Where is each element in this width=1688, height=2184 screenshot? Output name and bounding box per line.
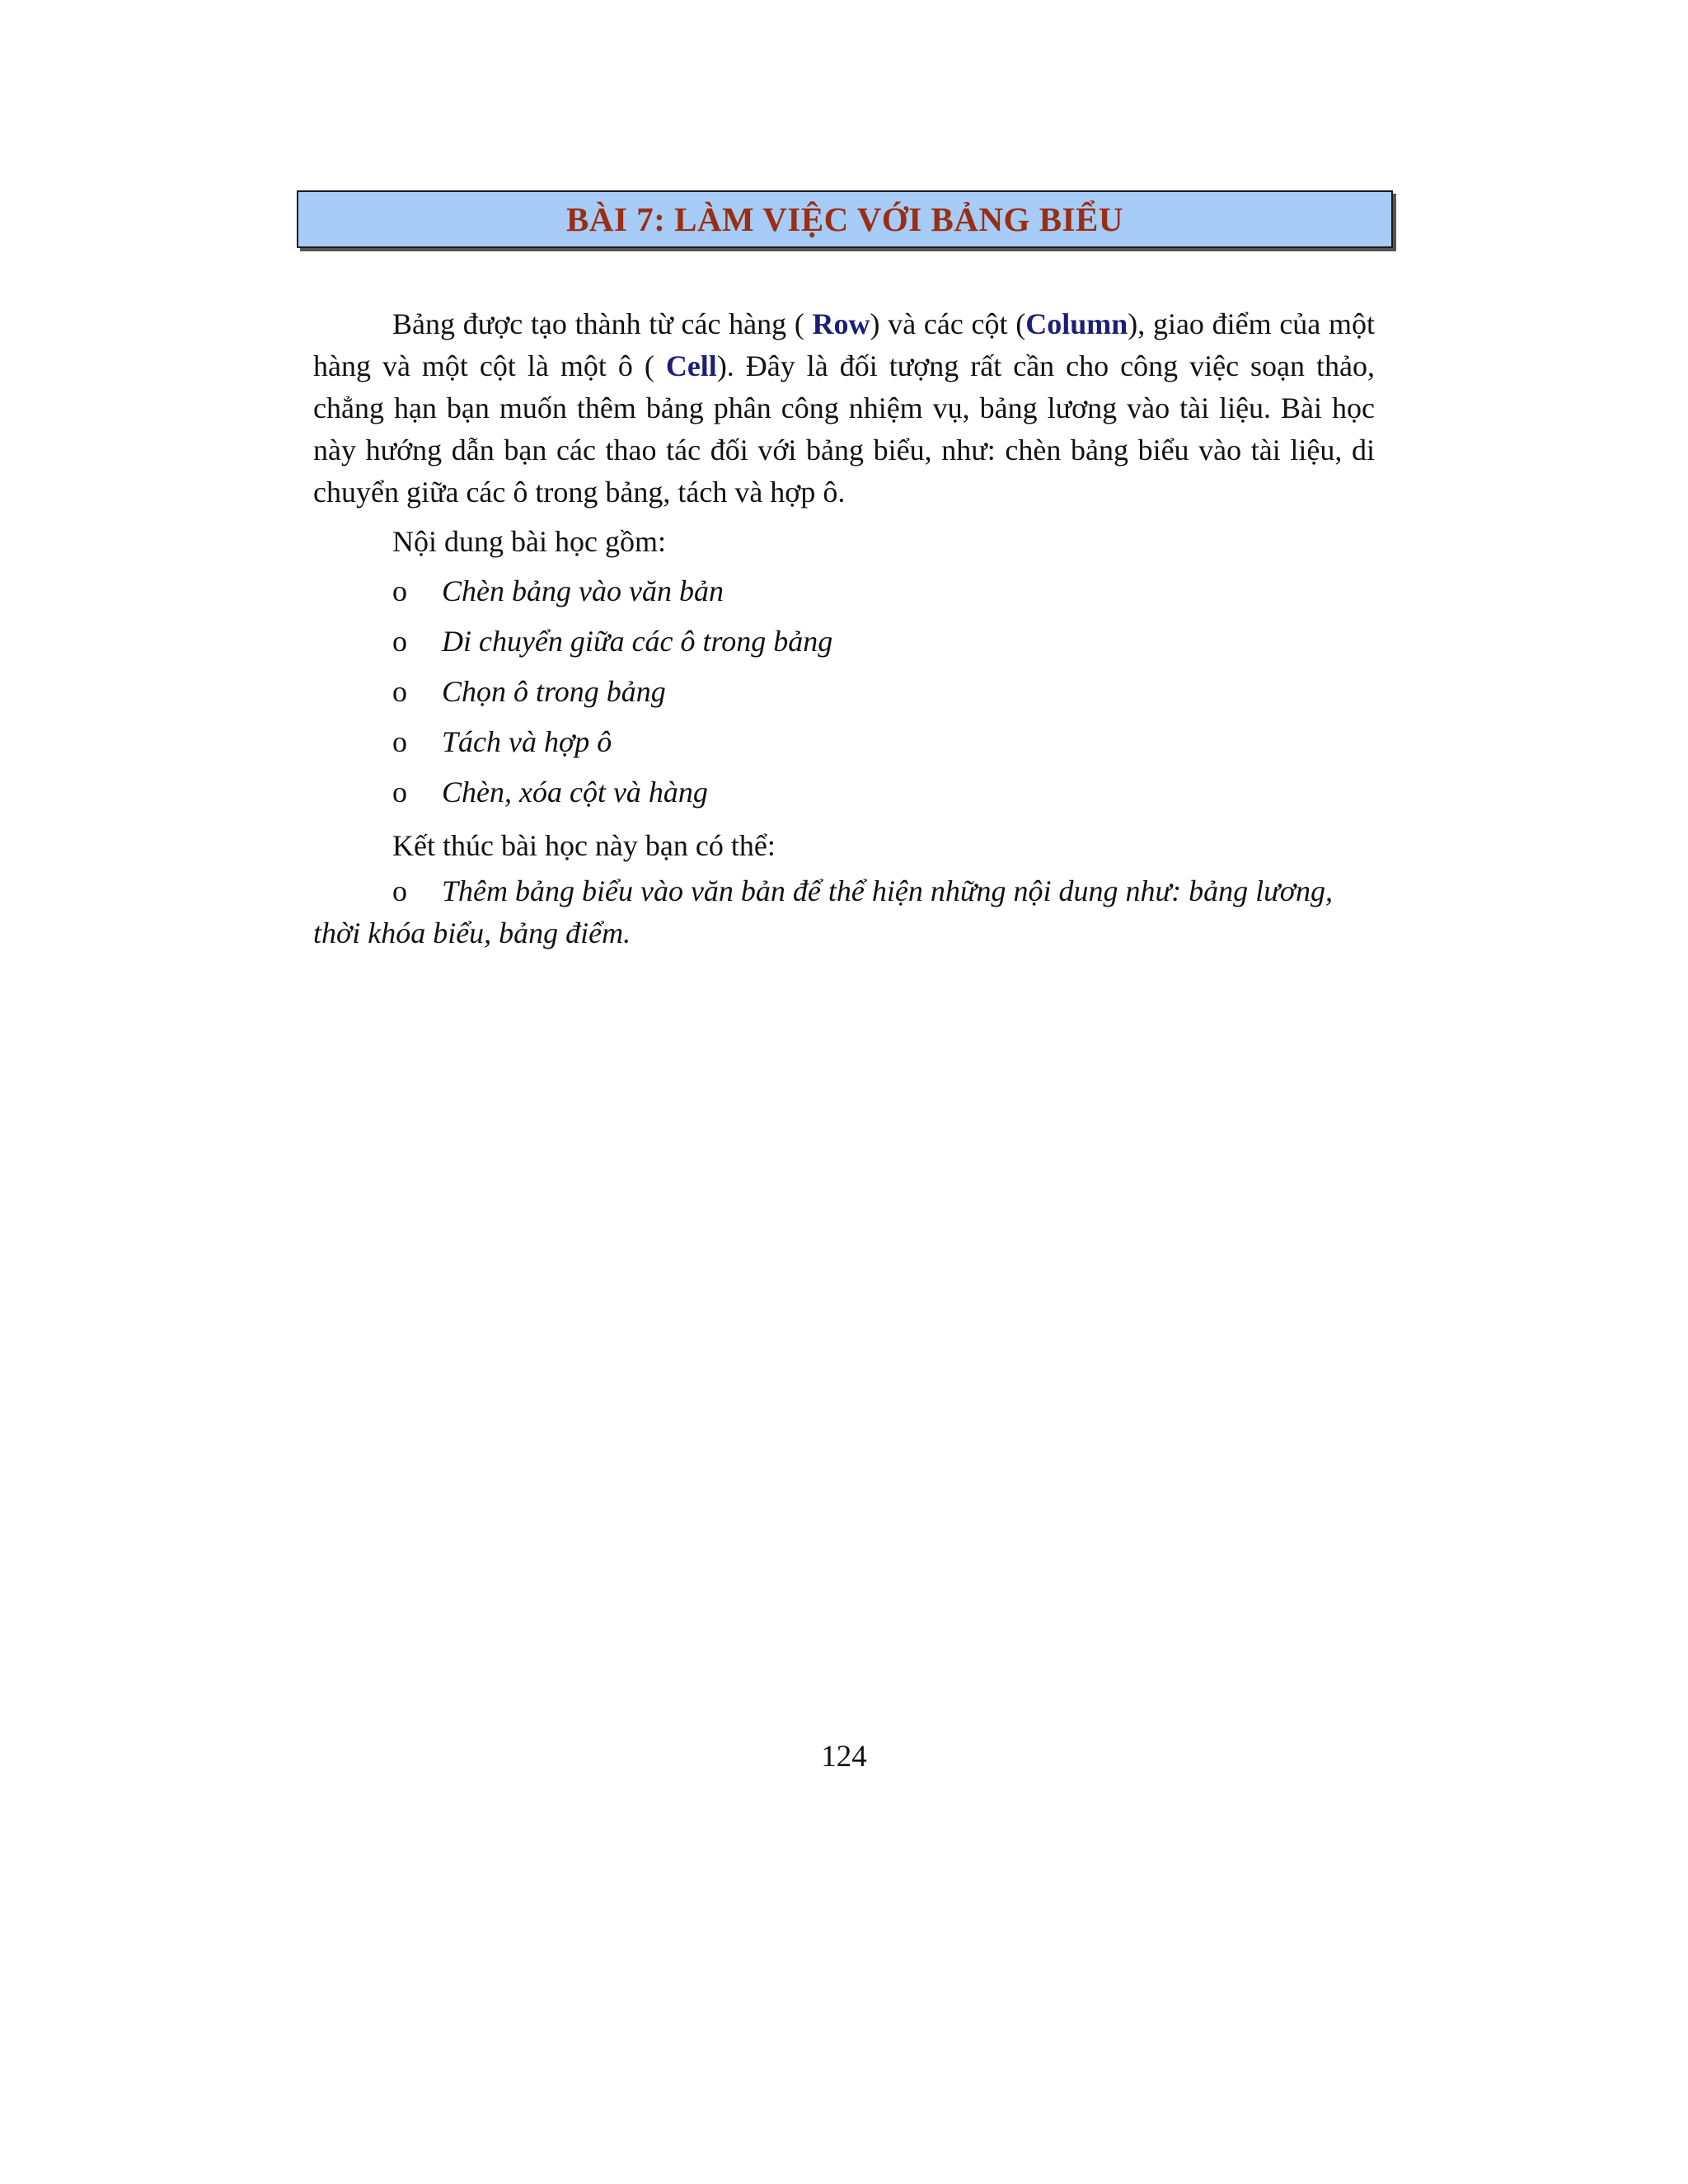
intro-text-2: ) và các cột ( <box>870 307 1026 340</box>
term-row: Row <box>812 307 870 340</box>
bullet-marker: o <box>392 574 407 607</box>
lesson-body <box>313 303 1375 954</box>
intro-text-1: Bảng được tạo thành từ các hàng ( <box>392 307 813 340</box>
intro-text-4: ). Đây là đối tượng rất cần cho công việc soạn thảo, chẳng hạn bạn muốn thêm bảng phân công nhiệm vụ, bảng lương vào tài liệu. Bài học này hướng dẫn bạn các thao tác đối với bảng biểu, như: chèn bảng biểu vào tài liệu, di chuyển giữa các ô trong bảng, tách và hợp ô. <box>313 349 1375 509</box>
bullet-marker: o <box>392 675 407 708</box>
intro-paragraph <box>313 303 1375 513</box>
list-item-text: Chèn bảng vào văn bản <box>442 574 724 607</box>
contents-list <box>313 566 1375 818</box>
term-column: Column <box>1025 307 1128 340</box>
lesson-title: BÀI 7: LÀM VIỆC VỚI BẢNG BIỂU <box>566 200 1123 238</box>
bullet-marker: o <box>392 725 407 758</box>
list-item <box>313 667 1375 717</box>
list-item <box>313 616 1375 667</box>
outcome-item-text: Thêm bảng biểu vào văn bản để thể hiện những nội dung như: bảng lương, thời khóa biểu, bảng điểm. <box>313 874 1333 949</box>
term-cell: Cell <box>665 349 717 382</box>
contents-heading: Nội dung bài học gồm: <box>392 525 666 558</box>
list-item-text: Chọn ô trong bảng <box>442 675 666 708</box>
list-item <box>313 566 1375 616</box>
bullet-marker: o <box>392 874 407 907</box>
bullet-marker: o <box>392 776 407 808</box>
list-item <box>313 767 1375 818</box>
outcomes-heading: Kết thúc bài học này bạn có thể: <box>392 829 776 862</box>
intro-text-3: ), giao điểm của một hàng và một cột là một ô ( <box>313 307 1375 382</box>
list-item-text: Di chuyển giữa các ô trong bảng <box>442 625 833 658</box>
list-item-text: Tách và hợp ô <box>442 725 612 758</box>
outcome-item <box>313 870 1375 954</box>
bullet-marker: o <box>392 625 407 658</box>
page-number: 124 <box>821 1740 867 1774</box>
list-item <box>313 717 1375 767</box>
list-item-text: Chèn, xóa cột và hàng <box>442 776 708 808</box>
lesson-title-banner <box>297 190 1393 248</box>
